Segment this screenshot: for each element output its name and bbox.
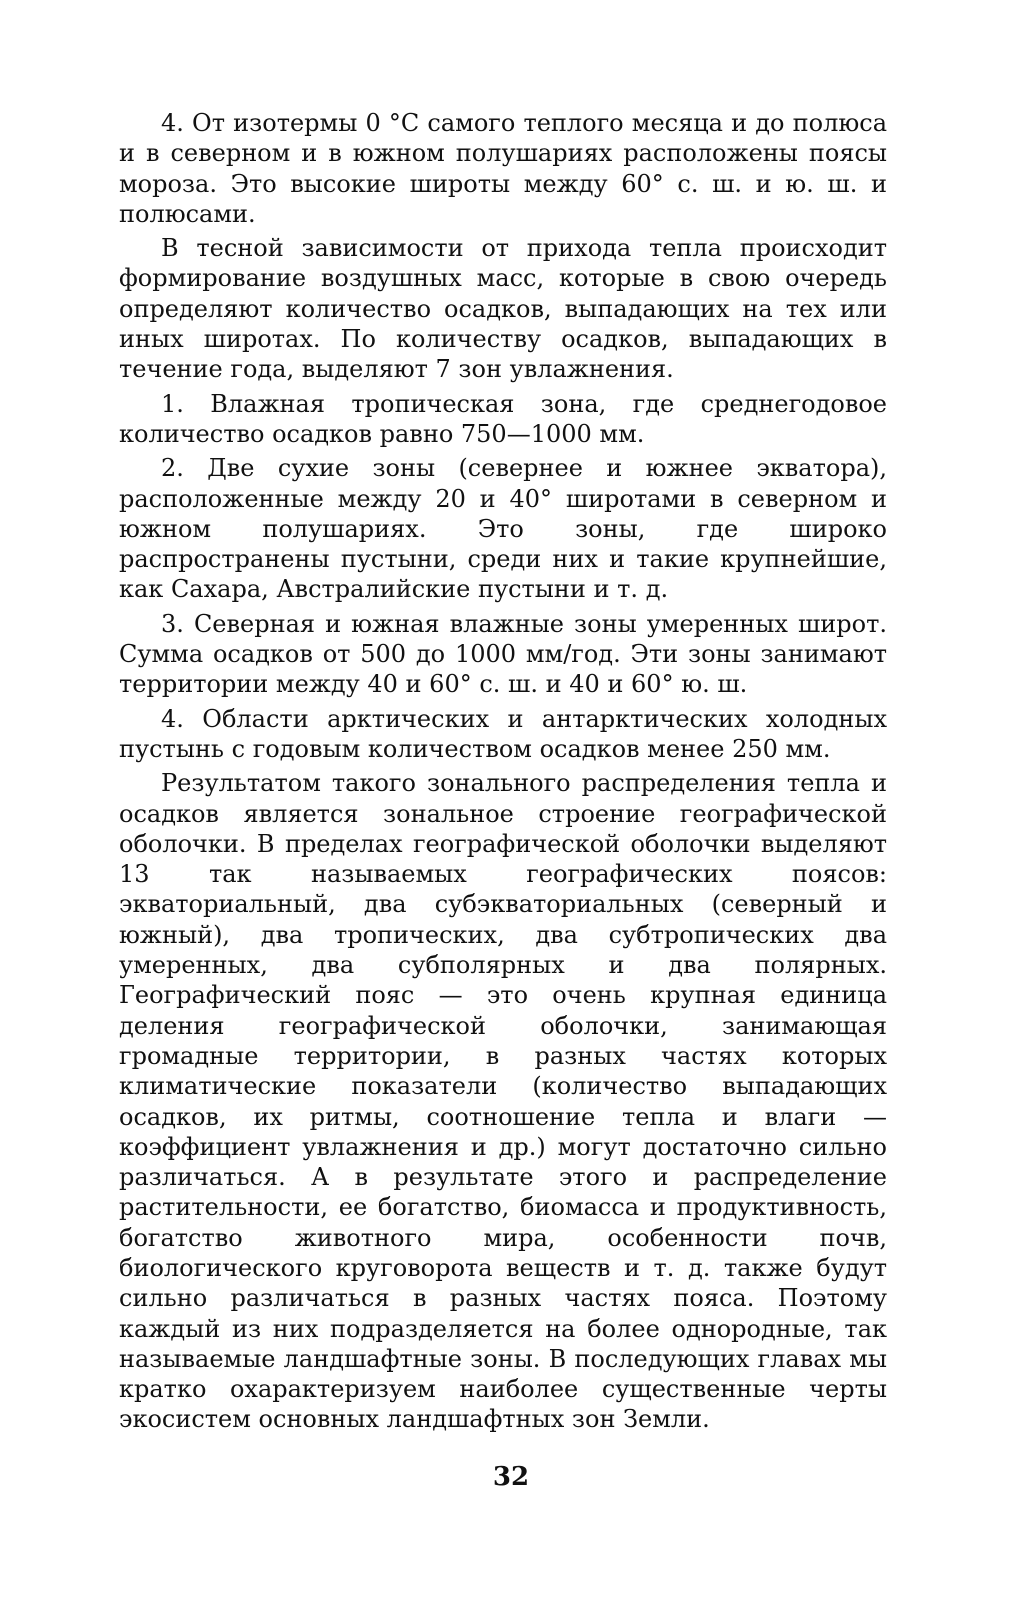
paragraph-humidity-zones-intro: В тесной зависимости от прихода тепла происходит формирование воздушных масс, которые в свою очередь определяют количество осадков, выпадающих на тех или иных широтах. По количеству осадков, выпадающих в течение года, выделяют 7 зон увлажнения. <box>119 234 887 384</box>
paragraph-humid-tropical-zone: 1. Влажная тропическая зона, где среднегодовое количество осадков равно 750—1000 мм. <box>119 389 887 448</box>
paragraph-temperate-humid-zones: 3. Северная и южная влажные зоны умеренных широт. Сумма осадков от 500 до 1000 мм/год. Эти зоны занимают территории между 40 и 60° с. ш. и 40 и 60° ю. ш. <box>119 609 887 699</box>
paragraph-cold-deserts: 4. Области арктических и антарктических холодных пустынь с годовым количеством осадков менее 250 мм. <box>119 704 887 763</box>
paragraph-geographic-belts: Результатом такого зонального распределения тепла и осадков является зональное строение географической оболочки. В пределах географической оболочки выделяют 13 так называемых географических поясов: экваториальный, два субэкваториальных (северный и южный), два тропических, два субтропических два умеренных, два субполярных и два полярных. Географический пояс — это очень крупная единица деления географической оболочки, занимающая громадные территории, в разных частях которых климатические показатели (количество выпадающих осадков, их ритмы, соотношение тепла и влаги — коэффициент увлажнения и др.) могут достаточно сильно различаться. А в результате этого и распределение растительности, ее богатство, биомасса и продуктивность, богатство животного мира, особенности почв, биологического круговорота веществ и т. д. также будут сильно различаться в разных частях пояса. Поэтому каждый из них подразделяется на более однородные, так называемые ландшафтные зоны. В последующих главах мы кратко охарактеризуем наиболее существенные черты экосистем основных ландшафтных зон Земли. <box>119 769 887 1434</box>
paragraph-dry-zones: 2. Две сухие зоны (севернее и южнее экватора), расположенные между 20 и 40° широтами в северном и южном полушариях. Это зоны, где широко распространены пустыни, среди них и такие крупнейшие, как Сахара, Австралийские пустыни и т. д. <box>119 454 887 604</box>
paragraph-frost-belts: 4. От изотермы 0 °С самого теплого месяца и до полюса и в северном и в южном полушариях расположены поясы мороза. Это высокие широты между 60° с. ш. и ю. ш. и полюсами. <box>119 109 887 228</box>
page-number: 32 <box>492 1462 530 1492</box>
page-body <box>119 108 887 1435</box>
